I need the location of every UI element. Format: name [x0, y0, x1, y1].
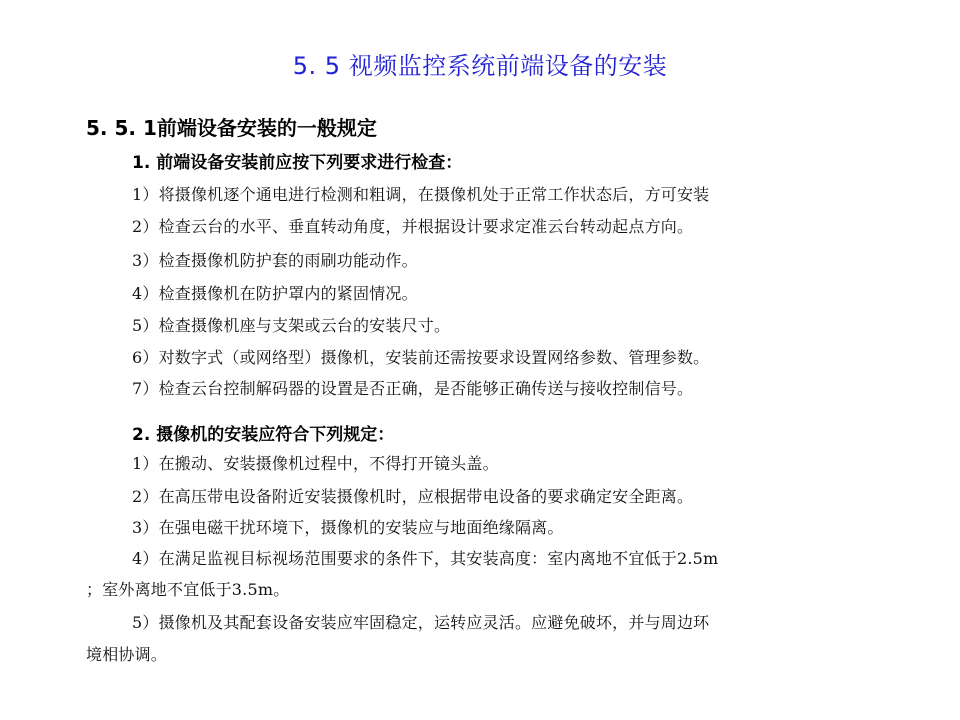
part2-item-2: 2）在高压带电设备附近安装摄像机时，应根据带电设备的要求确定安全距离。	[132, 487, 694, 506]
part1-item-7: 7）检查云台控制解码器的设置是否正确，是否能够正确传送与接收控制信号。	[132, 379, 694, 398]
part2-item-5-cont: 境相协调。	[86, 645, 168, 664]
part2-item-3: 3）在强电磁干扰环境下，摄像机的安装应与地面绝缘隔离。	[132, 518, 564, 537]
part2-item-4: 4）在满足监视目标视场范围要求的条件下，其安装高度：室内离地不宜低于2.5m	[132, 549, 719, 568]
part1-item-5: 5）检查摄像机座与支架或云台的安装尺寸。	[132, 316, 451, 335]
part2-item-1: 1）在搬动、安装摄像机过程中，不得打开镜头盖。	[132, 454, 499, 473]
part1-item-2: 2）检查云台的水平、垂直转动角度，并根据设计要求定准云台转动起点方向。	[132, 217, 694, 236]
section-heading: 5. 5. 1前端设备安装的一般规定	[86, 116, 377, 140]
part1-item-3: 3）检查摄像机防护套的雨刷功能动作。	[132, 251, 418, 270]
part2-item-4-cont: ；室外离地不宜低于3.5m。	[86, 580, 290, 599]
part1-item-1: 1）将摄像机逐个通电进行检测和粗调，在摄像机处于正常工作状态后，方可安装	[132, 185, 710, 204]
part2-heading: 2. 摄像机的安装应符合下列规定：	[132, 425, 395, 445]
part2-item-5: 5）摄像机及其配套设备安装应牢固稳定，运转应灵活。应避免破坏，并与周边环	[132, 613, 710, 632]
part1-item-6: 6）对数字式（或网络型）摄像机，安装前还需按要求设置网络参数、管理参数。	[132, 348, 710, 367]
part1-heading: 1. 前端设备安装前应按下列要求进行检查：	[132, 153, 463, 173]
slide-title: 5. 5 视频监控系统前端设备的安装	[292, 52, 668, 80]
part1-item-4: 4）检查摄像机在防护罩内的紧固情况。	[132, 284, 418, 303]
